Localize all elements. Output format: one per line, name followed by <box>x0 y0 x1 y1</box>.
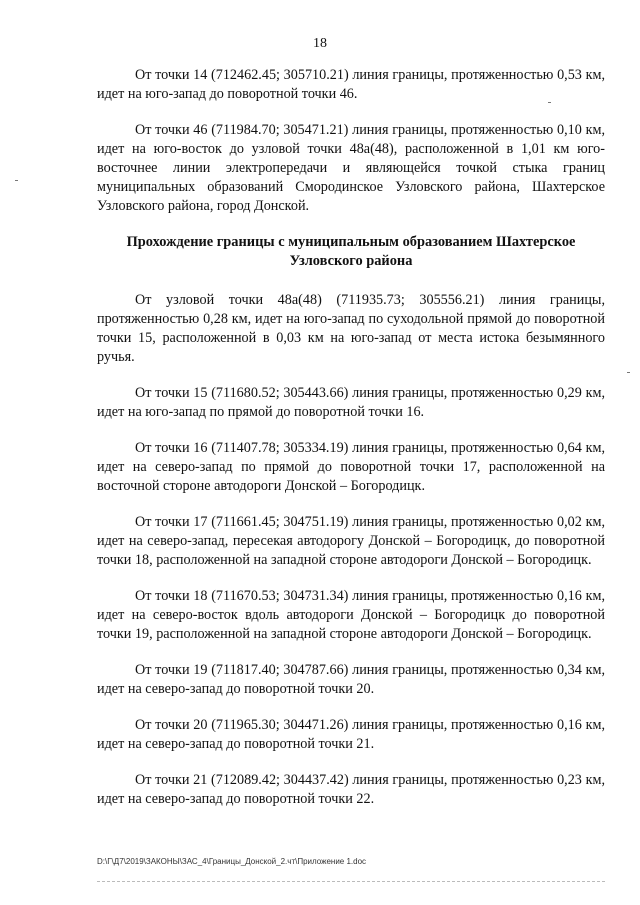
paragraph: От точки 14 (712462.45; 305710.21) линия границы, протяженностью 0,53 км, идет на юго-запад до поворотной точки 46. <box>97 67 605 102</box>
footer-file-path: D:\Г\Д7\2019\ЗАКОНЫ\ЗАС_4\Границы_Донской_2.чт\Приложение 1.doc <box>97 857 367 866</box>
paragraph: От точки 20 (711965.30; 304471.26) линия границы, протяженностью 0,16 км, идет на северо-запад до поворотной точки 21. <box>97 717 605 752</box>
paragraph: От точки 19 (711817.40; 304787.66) линия границы, протяженностью 0,34 км, идет на северо-запад до поворотной точки 20. <box>97 662 605 697</box>
paragraph: От точки 21 (712089.42; 304437.42) линия границы, протяженностью 0,23 км, идет на северо-запад до поворотной точки 22. <box>97 772 605 807</box>
scan-speck <box>548 102 551 103</box>
page-number: 18 <box>313 36 327 51</box>
footer-divider <box>97 881 605 882</box>
paragraph: От точки 18 (711670.53; 304731.34) линия границы, протяженностью 0,16 км, идет на северо-восток вдоль автодороги Донской – Богородицк до поворотной точки 19, расположенной на западной стороне автодороги Донской – Богородицк. <box>97 588 605 642</box>
paragraph: От точки 17 (711661.45; 304751.19) линия границы, протяженностью 0,02 км, идет на северо-запад, пересекая автодорогу Донской – Богородицк, до поворотной точки 18, расположенной на западной стороне автодороги Донской – Богородицк. <box>97 514 605 568</box>
scan-speck <box>627 372 630 373</box>
paragraph: От точки 46 (711984.70; 305471.21) линия границы, протяженностью 0,10 км, идет на юго-восток до узловой точки 48а(48), расположенной в 1,01 км юго-восточнее линии электропередачи и являющейся точкой стыка границ муниципальных образований Смородинское Узловского района, Шахтерское Узловского района, город Донской. <box>97 122 605 214</box>
paragraph: От точки 15 (711680.52; 305443.66) линия границы, протяженностью 0,29 км, идет на юго-запад по прямой до поворотной точки 16. <box>97 385 605 420</box>
scan-speck <box>15 180 18 181</box>
paragraph: От точки 16 (711407.78; 305334.19) линия границы, протяженностью 0,64 км, идет на северо-запад по прямой до поворотной точки 17, расположенной на восточной стороне автодороги Донской – Богородицк. <box>97 440 605 494</box>
section-heading: Прохождение границы с муниципальным образованием Шахтерское Узловского района <box>126 234 576 269</box>
document-body <box>97 66 605 826</box>
paragraph: От узловой точки 48а(48) (711935.73; 305556.21) линия границы, протяженностью 0,28 км, идет на юго-запад по суходольной прямой до поворотной точки 15, расположенной в 0,03 км на юго-запад от места истока безымянного ручья. <box>97 292 605 365</box>
